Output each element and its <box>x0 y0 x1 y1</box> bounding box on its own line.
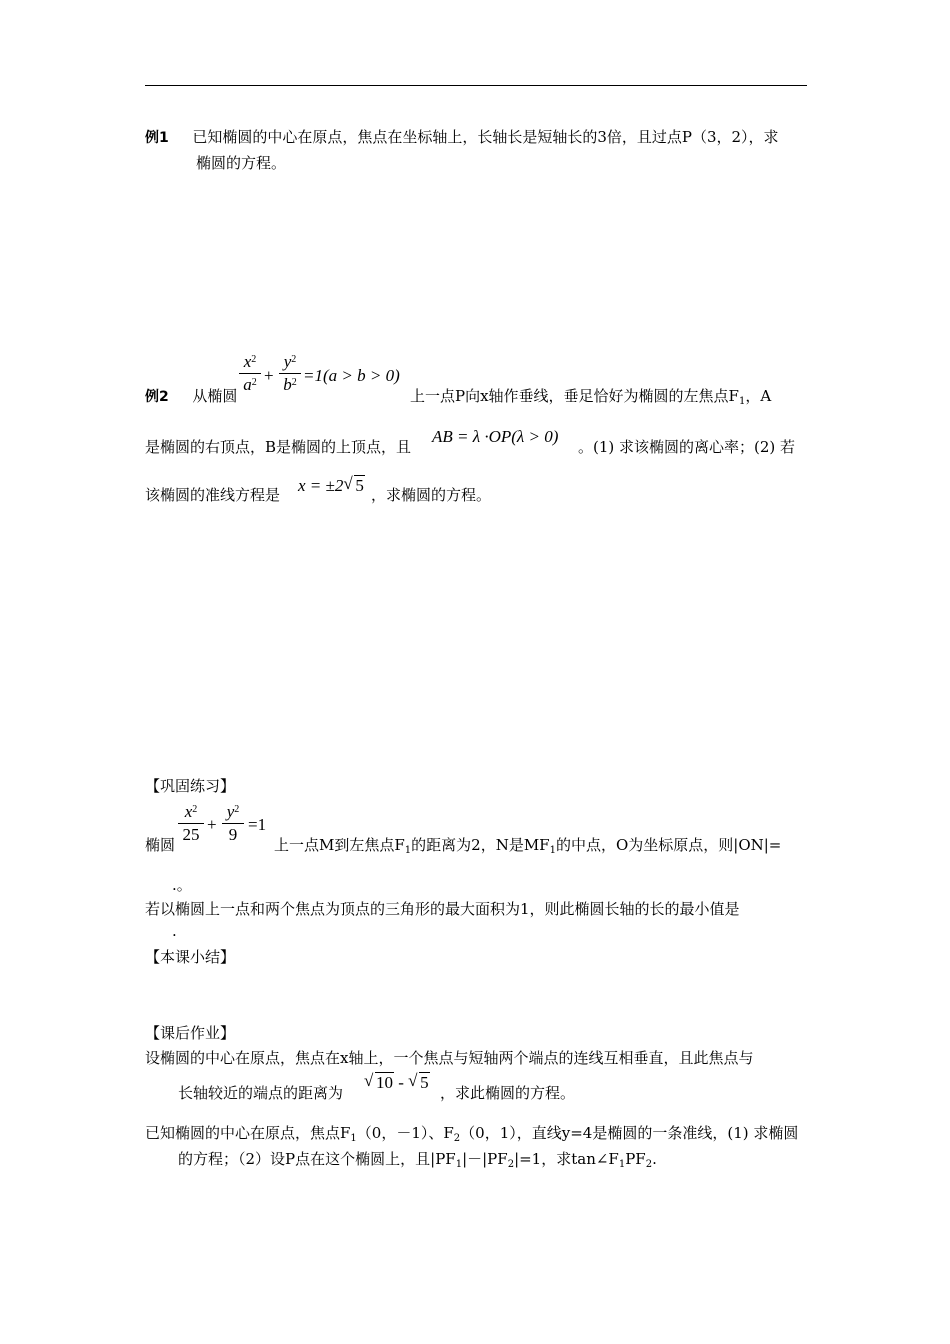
header-rule <box>145 85 807 86</box>
homework-1-line2a: 长轴较近的端点的距离为 <box>178 1084 344 1102</box>
example-2-line3b: ，求椭圆的方程。 <box>371 486 492 504</box>
ellipse-condition: =1(a > b > 0) <box>303 366 400 385</box>
vector-equation: AB = λ ·OP(λ > 0) <box>432 427 559 446</box>
homework-1-line1: 设椭圆的中心在原点，焦点在x轴上，一个焦点与短轴两个端点的连线互相垂直，且此焦点与 <box>145 1049 754 1067</box>
practice-2-blank: . <box>172 922 177 940</box>
homework-2-line1: 已知椭圆的中心在原点，焦点$F_1(0$，－1）、$F_2(0$，1），直线y=4是椭圆的一条准线，(1) 求椭圆 <box>145 1124 799 1144</box>
summary-heading: 【本课小结】 <box>145 948 236 966</box>
practice-1-text: 上一点M到左焦点$F_1$的距离为2，N是$MF_1$的中点，O为坐标原点，则|ON|= <box>274 836 782 856</box>
practice-heading: 【巩固练习】 <box>145 777 236 795</box>
directrix-equation: x = ±2 √ 5 <box>298 474 364 495</box>
plus-sign-2: + <box>207 815 217 834</box>
equals-one: =1 <box>248 815 267 834</box>
fraction-x2-25: $x^2$ 25 <box>178 802 204 845</box>
fraction-x2-a2: $x^2$ $a^2$ <box>239 352 261 395</box>
example-2-line2a: 是椭圆的右顶点，B是椭圆的上顶点，且 <box>145 438 412 456</box>
distance-expression: √ 10 - √ 5 <box>364 1071 429 1092</box>
example-2-line2b: 。(1) 求该椭圆的离心率；(2) 若 <box>578 438 796 456</box>
example-2-line1-end: 上一点P向x轴作垂线，垂足恰好为椭圆的左焦点$F_1$，A <box>410 387 772 407</box>
example-1-line1: 已知椭圆的中心在原点，焦点在坐标轴上，长轴长是短轴长的3倍，且过点P（3，2），求 <box>192 128 779 146</box>
homework-heading: 【课后作业】 <box>145 1024 236 1042</box>
example-2-start <box>145 383 237 410</box>
example-1 <box>145 124 779 151</box>
homework-1-line2b: ，求此椭圆的方程。 <box>440 1084 576 1102</box>
fraction-y2-9: $y^2$ 9 <box>222 802 244 845</box>
example-1-line2: 椭圆的方程。 <box>196 154 287 172</box>
practice-1-blank: .。 <box>172 876 192 894</box>
example-1-label: 例1 <box>145 130 169 146</box>
practice-2: 若以椭圆上一点和两个焦点为顶点的三角形的最大面积为1，则此椭圆长轴的长的最小值是 <box>145 900 740 918</box>
practice-1-pre: 椭圆 <box>145 836 176 854</box>
plus-sign: + <box>264 366 274 385</box>
example-2-pre: 从椭圆 <box>192 387 238 405</box>
fraction-y2-b2: $y^2$ $b^2$ <box>279 352 301 395</box>
homework-2-line2: 的方程；（2）设P点在这个椭圆上，且$|PF_1|-|PF_2|=1$，求$\tan\angle F_1PF_2$. <box>178 1150 657 1170</box>
example-2-label: 例2 <box>145 389 169 405</box>
example-2-line3a: 该椭圆的准线方程是 <box>145 486 281 504</box>
